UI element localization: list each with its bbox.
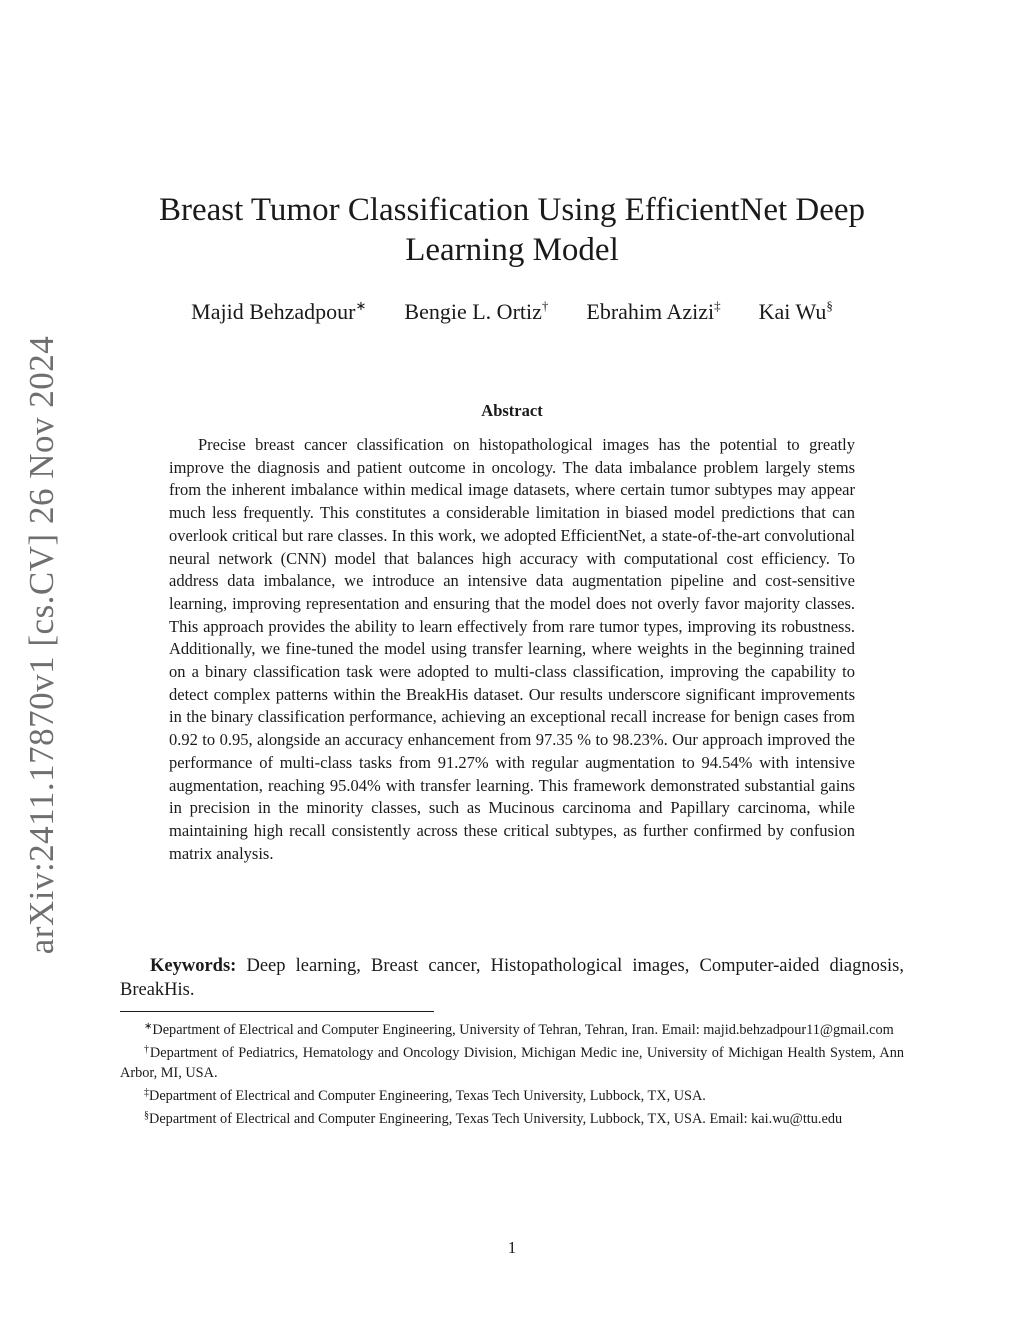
author-footnote-mark: ‡ [714,298,721,313]
arxiv-identifier-stamp [12,335,72,955]
footnotes [120,1017,904,1129]
footnote-divider [120,1011,434,1012]
abstract-body: Precise breast cancer classification on histopathological images has the potential to greatly improve the diagnosis and patient outcome in oncology. The data imbalance problem largely stems from the inherent imbalance within medical image datasets, where certain tumor subtypes may appear much less frequently. This constitutes a considerable limitation in biased model predictions that can overlook critical but rare classes. In this work, we adopted EfficientNet, a state-of-the-art convolutional neural network (CNN) model that balances high accuracy with computational cost efficiency. To address data imbalance, we introduce an intensive data augmentation pipeline and cost-sensitive learning, improving representation and ensuring that the model does not overly favor majority classes. This approach provides the ability to learn effectively from rare tumor types, improving its robustness. Additionally, we fine-tuned the model using transfer learning, where weights in the beginning trained on a binary classification task were adopted to multi-class classification, improving the capability to detect complex patterns within the BreakHis dataset. Our results underscore significant improvements in the binary classification performance, achieving an exceptional recall increase for benign cases from 0.92 to 0.95, alongside an accuracy enhancement from 97.35 % to 98.23%. Our approach improved the performance of multi-class tasks from 91.27% with regular augmentation to 94.54% with intensive augmentation, reaching 95.04% with transfer learning. This framework demonstrated substantial gains in precision in the minority classes, such as Mucinous carcinoma and Papillary carcinoma, while maintaining high recall consistently across these critical subtypes, as further confirmed by confusion matrix analysis. [169,435,855,863]
keywords-label: Keywords: [150,956,237,976]
footnote-1 [120,1017,904,1040]
footnote-3 [120,1083,904,1106]
abstract-heading: Abstract [481,401,543,420]
author-name: Majid Behzadpour [191,299,356,324]
footnote-mark: † [144,1044,150,1055]
author-footnote-mark: § [826,298,833,313]
paper-title: Breast Tumor Classification Using EfficientNet Deep Learning Model [158,192,866,268]
arxiv-identifier-text: arXiv:2411.17870v1 [cs.CV] 26 Nov 2024 [22,335,62,955]
author-name: Ebrahim Azizi [586,299,715,324]
author-4 [759,298,833,325]
author-1 [191,298,366,325]
author-name: Bengie L. Ortiz [404,299,542,324]
footnote-mark: ∗ [144,1021,153,1032]
page-number: 1 [507,1238,517,1257]
footnote-mark: ‡ [144,1087,149,1098]
footnote-text: Department of Electrical and Computer Engineering, Texas Tech University, Lubbock, TX, USA. Email: kai.wu@ttu.edu [149,1111,843,1127]
keywords-paragraph [120,954,904,1002]
author-3 [586,298,720,325]
footnote-4 [120,1106,904,1129]
keywords-text: Deep learning, Breast cancer, Histopathological images, Computer-aided diagnosis, BreakHis. [120,956,905,1000]
author-2 [404,298,548,325]
author-name: Kai Wu [758,299,827,324]
author-list [120,298,904,325]
author-footnote-mark: ∗ [355,298,367,313]
footnote-text: Department of Electrical and Computer Engineering, University of Tehran, Tehran, Iran. Email: majid.behzadpour11@gmail.com [152,1022,894,1038]
footnote-mark: § [144,1110,149,1121]
footnote-2 [120,1040,904,1083]
footnote-text: Department of Pediatrics, Hematology and Oncology Division, Michigan Medic ine, University of Michigan Health System, Ann Arbor, MI, USA. [120,1045,904,1081]
author-footnote-mark: † [541,298,549,313]
footnote-text: Department of Electrical and Computer Engineering, Texas Tech University, Lubbock, TX, USA. [149,1088,706,1104]
